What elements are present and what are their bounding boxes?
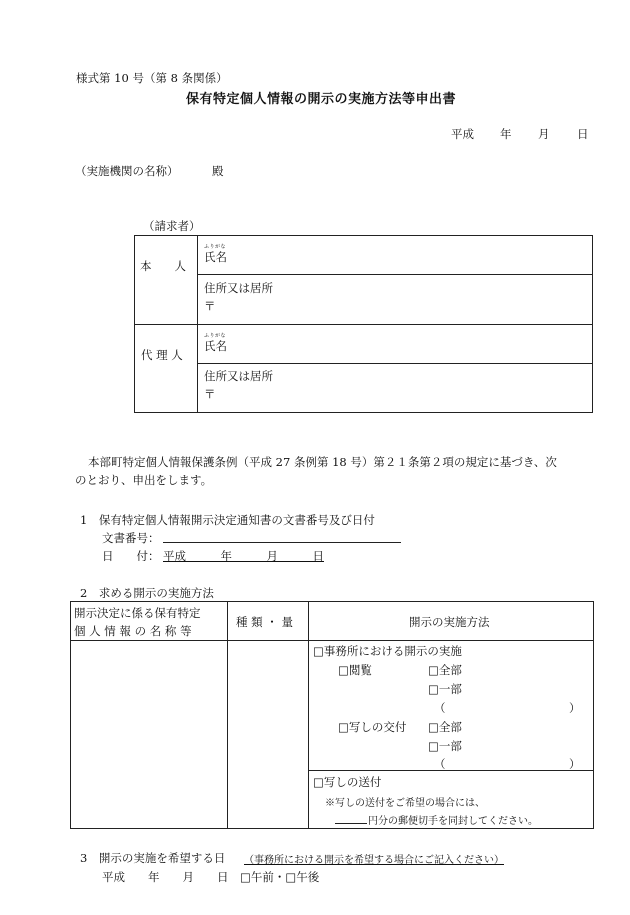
self-inner-divider [197, 274, 593, 275]
section1-heading: 1 保有特定個人情報開示決定通知書の文書番号及び日付 [80, 513, 375, 527]
office-checkbox[interactable]: □事務所における開示の実施 [313, 644, 462, 658]
requester-row-divider [134, 324, 593, 325]
copy-paren-close: ） [569, 757, 581, 771]
doc-number-input[interactable] [163, 542, 401, 543]
method-header-divider [70, 640, 594, 641]
section3-note: （事務所における開示を希望する場合にご記入ください） [244, 855, 504, 866]
copy-all-checkbox[interactable]: □全部 [428, 720, 462, 734]
copy-paren-open: （ [434, 757, 446, 771]
agent-postal: 〒 [204, 387, 216, 401]
agent-address-field[interactable]: 住所又は居所 [204, 369, 273, 383]
view-all-checkbox[interactable]: □全部 [428, 663, 462, 677]
section2-heading: 2 求める開示の実施方法 [80, 586, 214, 600]
view-checkbox[interactable]: □閲覧 [338, 663, 372, 677]
agency-honorific: 殿 [212, 164, 224, 178]
requester-label: （請求者） [143, 219, 201, 233]
notice-date-label: 日 付： [102, 549, 160, 563]
statement-line2: のとおり、申出をします。 [75, 473, 213, 487]
statement-line1: 本部町特定個人情報保護条例（平成 27 条例第 18 号）第２１条第２項の規定に基づき、次 [88, 455, 557, 469]
date-day: 日 [577, 127, 589, 141]
agent-inner-divider [197, 363, 593, 364]
view-paren-open: （ [434, 701, 446, 715]
copy-delivery-checkbox[interactable]: □写しの交付 [338, 720, 407, 734]
self-furigana: ふりがな [204, 244, 227, 250]
method-col-divider1 [227, 601, 228, 829]
agent-furigana: ふりがな [204, 333, 227, 339]
notice-date-value[interactable]: 平成 年 月 日 [163, 549, 324, 563]
col3-header: 開示の実施方法 [409, 615, 490, 629]
preferred-date-line[interactable]: 平成 年 月 日 □午前・□午後 [102, 870, 320, 884]
stamp-note: 円分の郵便切手を同封してください。 [368, 816, 538, 827]
col1-header-line2: 個 人 情 報 の 名 称 等 [74, 624, 192, 638]
agency-label: （実施機関の名称） [75, 164, 179, 178]
date-year: 年 [500, 127, 512, 141]
agent-name-field[interactable]: 氏名 [204, 339, 227, 353]
self-name-field[interactable]: 氏名 [204, 250, 227, 264]
col1-header-line1: 開示決定に係る保有特定 [74, 606, 201, 620]
self-postal: 〒 [204, 299, 216, 313]
self-label: 本 人 [140, 259, 186, 273]
self-address-field[interactable]: 住所又は居所 [204, 281, 273, 295]
date-era: 平成 [451, 127, 474, 141]
section3-heading: 3 開示の実施を希望する日 [80, 851, 226, 865]
method-col-divider2 [308, 601, 309, 829]
date-month: 月 [538, 127, 550, 141]
form-number: 様式第 10 号（第 8 条関係） [76, 71, 228, 85]
copy-part-checkbox[interactable]: □一部 [428, 739, 462, 753]
copy-send-checkbox[interactable]: □写しの送付 [313, 775, 382, 789]
view-part-checkbox[interactable]: □一部 [428, 682, 462, 696]
doc-number-label: 文書番号： [102, 531, 160, 545]
agent-label: 代 理 人 [141, 348, 183, 362]
send-note: ※写しの送付をご希望の場合には、 [325, 798, 485, 809]
stamp-amount-input[interactable] [335, 823, 367, 824]
form-title: 保有特定個人情報の開示の実施方法等申出書 [186, 92, 457, 107]
col2-header: 種 類 ・ 量 [236, 615, 293, 629]
method-send-divider [308, 770, 594, 771]
view-paren-close: ） [569, 701, 581, 715]
